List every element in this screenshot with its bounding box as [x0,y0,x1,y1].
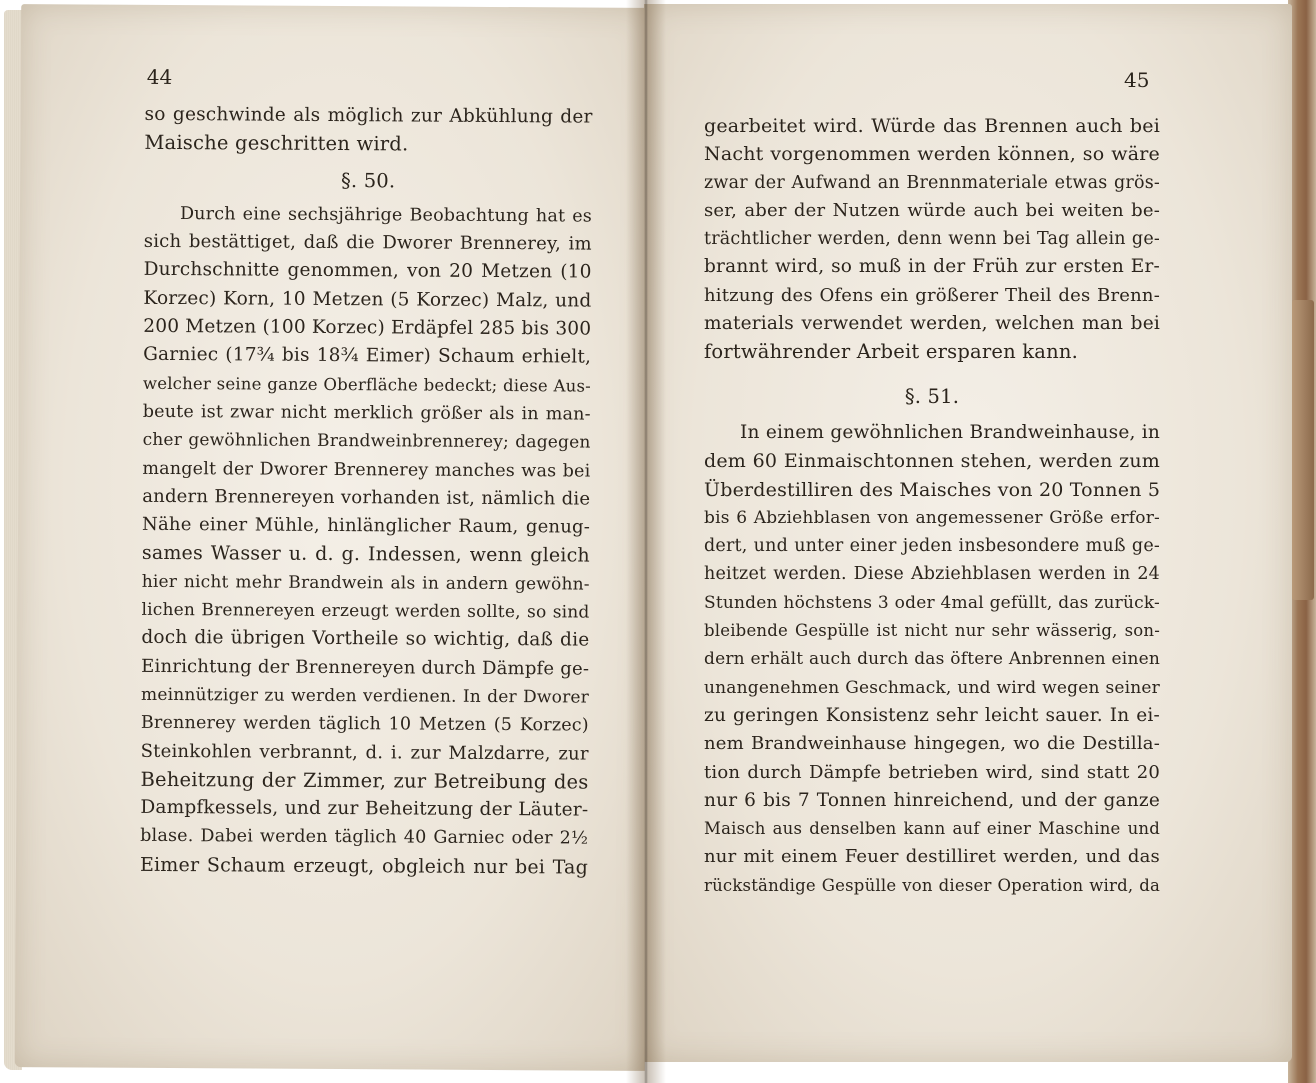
section-heading: §. 51. [904,384,960,408]
text-line: blase. Dabei werden täglich 40 Garniec oder 2½ [140,826,589,849]
text-line: sich bestättiget, daß die Dworer Brennerey, im [143,231,592,255]
text-line: beute ist zwar nicht merklich größer als in man- [142,401,591,425]
text-line: fortwährender Arbeit ersparen kann. [704,340,1079,364]
cover-tab [1292,300,1314,600]
text-line: Durchschnitte genommen, von 20 Metzen (10 [143,259,592,284]
text-line: Nacht vorgenommen werden können, so wäre [704,143,1160,166]
text-line: dert, und unter einer jeden insbesondere muß ge- [704,536,1160,557]
text-line: brannt wird, so muß in der Früh zur ersten Er- [704,256,1160,278]
text-line: hitzung des Ofens ein größerer Theil des Brenn- [704,284,1160,306]
book-spine [626,0,666,1083]
text-line: 200 Metzen (100 Korzec) Erdäpfel 285 bis 300 [143,315,592,340]
left-page [15,4,651,1071]
page-number-left: 44 [146,64,173,90]
text-line: dern erhält auch durch das öftere Anbrennen einen [704,649,1160,670]
text-line: materials verwendet werden, welchen man bei [704,313,1160,335]
text-line: dem 60 Einmaischtonnen stehen, werden zum [704,450,1160,473]
text-line: Brennerey werden täglich 10 Metzen (5 Korzec) [140,713,589,736]
text-line: gearbeitet wird. Würde das Brennen auch bei [704,115,1160,137]
text-line: Maisch aus denselben kann auf einer Maschine und [704,819,1160,839]
text-line: zu geringen Konsistenz sehr leicht sauer. In ei- [704,704,1160,726]
text-line: meinnütziger zu werden verdienen. In der Dworer [140,684,590,708]
text-line: sames Wasser u. d. g. Indessen, wenn gleich [141,542,590,568]
text-line: Durch eine sechsjährige Beobachtung hat es [179,203,593,227]
text-line: Dampfkessels, und zur Beheitzung der Läuter- [140,796,589,821]
text-line: trächtlicher werden, denn wenn bei Tag allein ge- [704,229,1160,250]
text-line: zwar der Aufwand an Brennmateriale etwas grös- [704,172,1160,193]
text-line: Überdestilliren des Maisches von 20 Tonnen 5 [704,478,1161,501]
text-line: tion durch Dämpfe betrieben wird, sind statt 20 [704,761,1160,783]
text-line: Nähe einer Mühle, hinlänglicher Raum, genug- [142,513,591,538]
text-line: lichen Brennereyen erzeugt werden sollte, so sind [141,599,590,623]
text-line: Stunden höchstens 3 oder 4mal gefüllt, das zurück- [704,592,1160,613]
text-line: ser, aber der Nutzen würde auch bei weiten be- [704,199,1160,221]
section-heading: §. 50. [340,168,396,192]
text-line: rückständige Gespülle von dieser Operation wird, da [704,875,1160,895]
text-line: Beheitzung der Zimmer, zur Betreibung des [140,767,589,794]
text-line: Garniec (17¾ bis 18¾ Eimer) Schaum erhielt, [143,344,592,368]
text-line: welcher seine ganze Oberfläche bedeckt; diese Aus- [142,373,591,396]
text-line: Eimer Schaum erzeugt, obgleich nur bei Tag [139,853,589,879]
text-line: so geschwinde als möglich zur Abkühlung der [144,103,593,128]
text-line: nur mit einem Feuer destilliret werden, und das [704,846,1160,868]
text-line: unangenehmen Geschmack, und wird wegen seiner [704,677,1160,698]
right-page [644,4,1292,1062]
right-page-text [704,112,1160,900]
text-line: bis 6 Abziehblasen von angemessener Größe erfor- [704,507,1160,528]
left-page-text [140,101,593,882]
text-line: nem Brandweinhause hingegen, wo die Destilla- [704,733,1160,755]
text-line: cher gewöhnlichen Brandweinbrennerey; dagegen [142,430,591,453]
text-line: Korzec) Korn, 10 Metzen (5 Korzec) Malz, und [143,287,592,312]
text-line: heitzet werden. Diese Abziehblasen werden in 24 [704,564,1160,585]
text-line: andern Brennereyen vorhanden ist, nämlich die [142,485,591,510]
text-line: nur 6 bis 7 Tonnen hinreichend, und der ganze [704,789,1160,811]
page-number-right: 45 [1124,68,1150,92]
text-line: doch die übrigen Vortheile so wichtig, daß die [141,627,590,651]
text-line: bleibende Gespülle ist nicht nur sehr wässerig, son- [704,621,1160,641]
text-line: mangelt der Dworer Brennerey manches was bei [142,458,591,482]
text-line: hier nicht mehr Brandwein als in andern gewöhn- [141,571,590,595]
text-line: Maische geschritten wird. [144,131,409,156]
text-line: Einrichtung der Brennereyen durch Dämpfe ge- [141,655,590,680]
text-line: Steinkohlen verbrannt, d. i. zur Malzdarre, zur [140,740,589,765]
text-line: In einem gewöhnlichen Brandweinhause, in [740,421,1160,443]
